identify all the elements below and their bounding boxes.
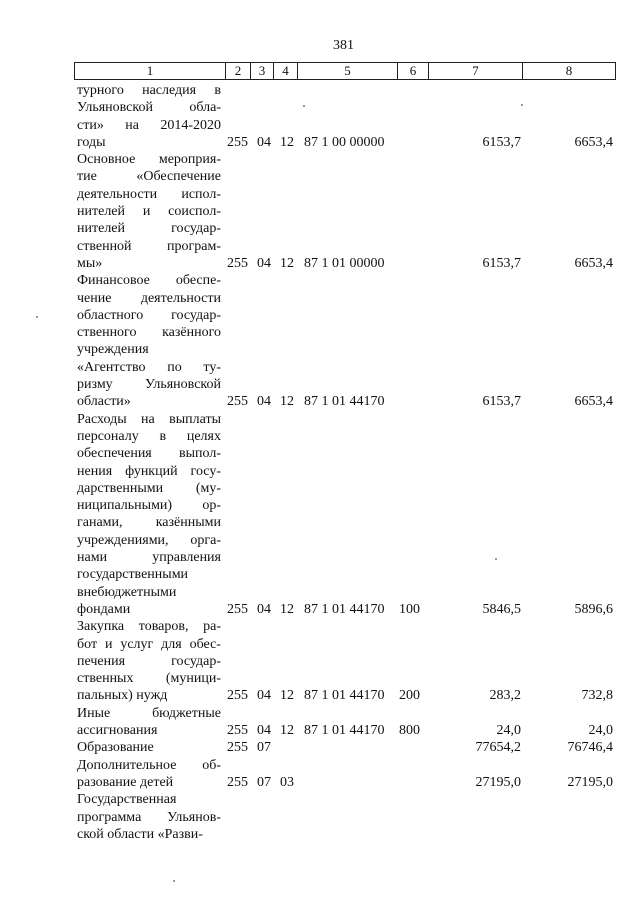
description-line [77, 290, 221, 307]
description-word: на [125, 117, 139, 133]
description-word: Расходы [77, 411, 127, 427]
cell-col-8: 76746,4 [567, 740, 613, 756]
description-word: госу- [190, 463, 221, 479]
cell-col-6: 100 [399, 601, 420, 617]
table-header [74, 62, 616, 80]
description-line [77, 272, 221, 289]
description-word: товаров, [138, 619, 189, 635]
description-word: ственных [77, 671, 134, 687]
description-word: услуг [120, 636, 154, 652]
description-word: персоналу [77, 428, 139, 444]
description-word: чение [77, 290, 112, 306]
description-line: разование детей [77, 774, 174, 790]
description-word: ственного [77, 325, 137, 341]
row-description [77, 151, 221, 272]
description-word: Ульянов- [167, 809, 221, 825]
description-word: Дополнительное [77, 757, 177, 773]
description-word: целях [186, 428, 221, 444]
description-word: и [142, 204, 151, 220]
description-line [77, 307, 221, 324]
description-word: сти» [77, 117, 104, 133]
description-word: Закупка [77, 619, 125, 635]
cell-col-8: 5896,6 [574, 601, 613, 617]
description-word: функций [125, 463, 178, 479]
description-line [77, 705, 221, 722]
row-description [77, 411, 221, 619]
description-word: учреждениями, [77, 532, 169, 548]
cell-col-2: 255 [227, 740, 248, 756]
description-word: (муници- [165, 671, 221, 687]
description-word: дарственными [77, 480, 164, 496]
description-word: на [141, 411, 155, 427]
description-word: по [167, 359, 182, 375]
header-col-7: 7 [429, 63, 523, 79]
header-col-8: 8 [565, 63, 573, 78]
description-word: областного [77, 307, 144, 323]
cell-col-8: 732,8 [581, 688, 613, 704]
description-line [77, 220, 221, 237]
description-line: годы [77, 134, 106, 150]
row-description [77, 82, 221, 151]
description-line [77, 117, 221, 134]
cell-col-8: 6653,4 [574, 134, 613, 150]
cell-col-5: 87 1 01 44170 [304, 394, 385, 410]
description-word: деятельности [140, 290, 221, 306]
description-line: Образование [77, 740, 154, 756]
description-word: ризму [77, 377, 113, 393]
scan-speck [521, 104, 523, 106]
description-word: орга- [190, 532, 221, 548]
cell-col-5: 87 1 01 44170 [304, 723, 385, 739]
cell-col-3: 04 [257, 134, 271, 150]
row-description [77, 272, 221, 410]
cell-col-5: 87 1 01 00000 [304, 255, 385, 271]
description-word: ганами, [77, 515, 123, 531]
description-line [77, 497, 221, 514]
description-word: в [214, 83, 221, 98]
description-word: программа [77, 809, 142, 825]
cell-col-2: 255 [227, 255, 248, 271]
description-line [77, 82, 221, 99]
row-description [77, 705, 221, 740]
scan-speck [495, 558, 497, 560]
row-description [77, 739, 221, 756]
cell-col-3: 07 [257, 774, 271, 790]
description-word: турного [77, 83, 124, 98]
cell-col-8: 6653,4 [574, 255, 613, 271]
cell-col-7: 27195,0 [475, 774, 521, 790]
description-word: обес- [189, 636, 221, 652]
cell-col-4: 12 [280, 255, 294, 271]
description-word: государ- [171, 221, 221, 237]
description-line: ской области «Разви- [77, 826, 203, 842]
description-word: печения [77, 653, 126, 669]
description-line [77, 636, 221, 653]
description-word: Основное [77, 152, 136, 168]
description-line [77, 186, 221, 203]
description-line: фондами [77, 601, 131, 617]
cell-col-7: 77654,2 [475, 740, 521, 756]
description-word: и [104, 636, 113, 652]
cell-col-8: 24,0 [588, 723, 613, 739]
description-word: бюджетные [152, 705, 221, 721]
cell-col-5: 87 1 01 44170 [304, 688, 385, 704]
description-word: тие [77, 169, 97, 185]
header-col-1: 1 [75, 63, 226, 79]
description-word: ра- [203, 619, 221, 635]
description-word: соиспол- [168, 204, 221, 220]
description-word: казённого [162, 325, 221, 341]
description-word: государ- [171, 653, 221, 669]
cell-col-3: 07 [257, 740, 271, 756]
description-line [77, 238, 221, 255]
description-word: ственной [77, 238, 132, 254]
row-description [77, 618, 221, 704]
header-col-6: 6 [398, 63, 429, 79]
cell-col-2: 255 [227, 601, 248, 617]
description-line: мы» [77, 255, 103, 271]
description-line [77, 359, 221, 376]
description-word: наследия [142, 83, 197, 98]
description-line: области» [77, 394, 131, 410]
description-word: мероприя- [158, 152, 221, 168]
cell-col-7: 6153,7 [482, 394, 521, 410]
description-word: обеспе- [175, 273, 221, 289]
cell-col-3: 04 [257, 255, 271, 271]
description-line [77, 445, 221, 462]
row-description [77, 791, 221, 843]
cell-col-7: 6153,7 [482, 255, 521, 271]
scan-speck [36, 316, 38, 318]
description-word: обла- [189, 100, 221, 116]
cell-col-7: 6153,7 [482, 134, 521, 150]
description-line [77, 514, 221, 531]
description-line [77, 168, 221, 185]
cell-col-8: 6653,4 [574, 394, 613, 410]
description-word: управления [152, 550, 221, 566]
description-line: пальных) нужд [77, 688, 168, 704]
description-word: 2014-2020 [160, 117, 221, 133]
description-word: Ульяновской [77, 100, 153, 116]
cell-col-3: 04 [257, 688, 271, 704]
description-line [77, 151, 221, 168]
description-word: казёнными [155, 515, 221, 531]
description-line [77, 670, 221, 687]
header-col-5: 5 [298, 63, 398, 79]
cell-col-4: 12 [280, 601, 294, 617]
description-word: «Обеспечение [136, 169, 221, 185]
description-line: ассигнования [77, 723, 158, 739]
description-word: програм- [167, 238, 221, 254]
description-word: обеспечения [77, 446, 152, 462]
cell-col-5: 87 1 00 00000 [304, 134, 385, 150]
page-number: 381 [333, 38, 354, 53]
cell-col-2: 255 [227, 134, 248, 150]
cell-col-7: 24,0 [496, 723, 521, 739]
header-col-4: 4 [274, 63, 298, 79]
description-word: испол- [181, 186, 221, 202]
description-word: государ- [171, 307, 221, 323]
description-word: в [159, 428, 167, 444]
description-word: (му- [195, 480, 221, 496]
description-word: нителей [77, 221, 126, 237]
description-word: ту- [203, 359, 221, 375]
description-line: учреждения [77, 342, 149, 358]
description-line: государственными [77, 567, 189, 583]
description-line [77, 757, 221, 774]
description-line [77, 324, 221, 341]
cell-col-5: 87 1 01 44170 [304, 601, 385, 617]
description-word: об- [202, 757, 221, 773]
description-word: бот [77, 636, 98, 652]
description-line [77, 463, 221, 480]
description-line [77, 532, 221, 549]
cell-col-3: 04 [257, 601, 271, 617]
description-word: ниципальными) [77, 498, 173, 514]
description-word: «Агентство [77, 359, 146, 375]
description-word: выплаты [169, 411, 221, 427]
description-word: нителей [77, 204, 126, 220]
cell-col-4: 12 [280, 688, 294, 704]
description-word: выпол- [179, 446, 221, 462]
row-description [77, 757, 221, 792]
header-col-3: 3 [251, 63, 274, 79]
description-line [77, 428, 221, 445]
description-line [77, 480, 221, 497]
cell-col-2: 255 [227, 723, 248, 739]
description-word: деятельности [77, 186, 158, 202]
cell-col-6: 200 [399, 688, 420, 704]
description-line [77, 411, 221, 428]
description-line: Государственная [77, 792, 177, 808]
cell-col-2: 255 [227, 394, 248, 410]
cell-col-3: 04 [257, 394, 271, 410]
scan-speck [173, 880, 175, 882]
cell-col-4: 12 [280, 134, 294, 150]
cell-col-7: 5846,5 [482, 601, 521, 617]
cell-col-4: 03 [280, 774, 294, 790]
description-line [77, 549, 221, 566]
description-word: нами [77, 550, 108, 566]
description-line: внебюджетными [77, 584, 177, 600]
description-line [77, 618, 221, 635]
cell-col-7: 283,2 [489, 688, 521, 704]
description-line [77, 376, 221, 393]
cell-col-8: 27195,0 [567, 774, 613, 790]
scan-speck [303, 105, 305, 107]
description-line [77, 653, 221, 670]
header-col-2: 2 [226, 63, 251, 79]
description-line [77, 99, 221, 116]
description-word: Финансовое [77, 273, 150, 289]
description-line [77, 203, 221, 220]
description-word: ор- [202, 498, 221, 514]
cell-col-2: 255 [227, 688, 248, 704]
description-word: Ульяновской [145, 377, 221, 393]
cell-col-6: 800 [399, 723, 420, 739]
cell-col-2: 255 [227, 774, 248, 790]
description-word: Иные [77, 705, 111, 721]
cell-col-3: 04 [257, 723, 271, 739]
description-word: нения [77, 463, 113, 479]
cell-col-4: 12 [280, 723, 294, 739]
description-word: для [161, 636, 182, 652]
cell-col-4: 12 [280, 394, 294, 410]
description-line [77, 809, 221, 826]
